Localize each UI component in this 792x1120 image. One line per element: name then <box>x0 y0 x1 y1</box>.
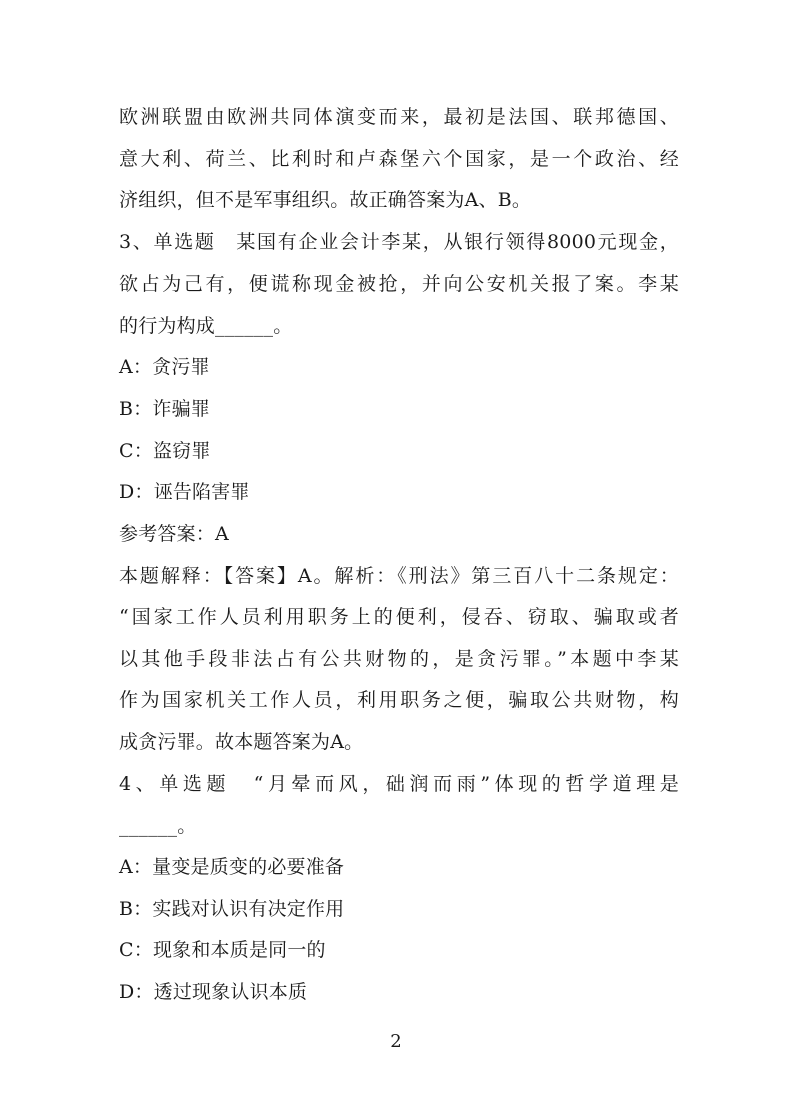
option-a: A：量变是质变的必要准备 <box>119 856 345 878</box>
reference-answer: 参考答案：A <box>119 523 229 545</box>
question-3-stem: 的行为构成______。 <box>119 315 293 337</box>
explanation-line: “国家工作人员利用职务上的便利，侵吞、窃取、骗取或者 <box>119 606 679 628</box>
question-3-stem: 3、单选题 某国有企业会计李某，从银行领得8000元现金， <box>119 231 679 253</box>
page-number: 2 <box>390 1031 402 1052</box>
option-b: B：实践对认识有决定作用 <box>119 898 345 920</box>
option-d: D：透过现象认识本质 <box>119 981 308 1003</box>
paragraph-line: 济组织，但不是军事组织。故正确答案为A、B。 <box>119 189 532 211</box>
paragraph-line: 意大利、荷兰、比利时和卢森堡六个国家，是一个政治、经 <box>119 148 679 170</box>
question-4-stem: ______。 <box>119 815 197 837</box>
explanation-line: 作为国家机关工作人员，利用职务之便，骗取公共财物，构 <box>119 689 679 711</box>
option-c: C：现象和本质是同一的 <box>119 939 326 961</box>
explanation-line: 成贪污罪。故本题答案为A。 <box>119 731 364 753</box>
option-a: A：贪污罪 <box>119 356 210 378</box>
option-c: C：盗窃罪 <box>119 440 211 462</box>
question-4-stem: 4、单选题 “月晕而风，础润而雨”体现的哲学道理是 <box>119 773 679 795</box>
explanation-line: 以其他手段非法占有公共财物的，是贪污罪。”本题中李某 <box>119 648 679 670</box>
paragraph-line: 欧洲联盟由欧洲共同体演变而来，最初是法国、联邦德国、 <box>119 106 679 128</box>
explanation-line: 本题解释：【答案】A。解析：《刑法》第三百八十二条规定： <box>119 565 679 587</box>
option-b: B：诈骗罪 <box>119 398 210 420</box>
question-3-stem: 欲占为己有，便谎称现金被抢，并向公安机关报了案。李某 <box>119 273 679 295</box>
option-d: D：诬告陷害罪 <box>119 481 250 503</box>
